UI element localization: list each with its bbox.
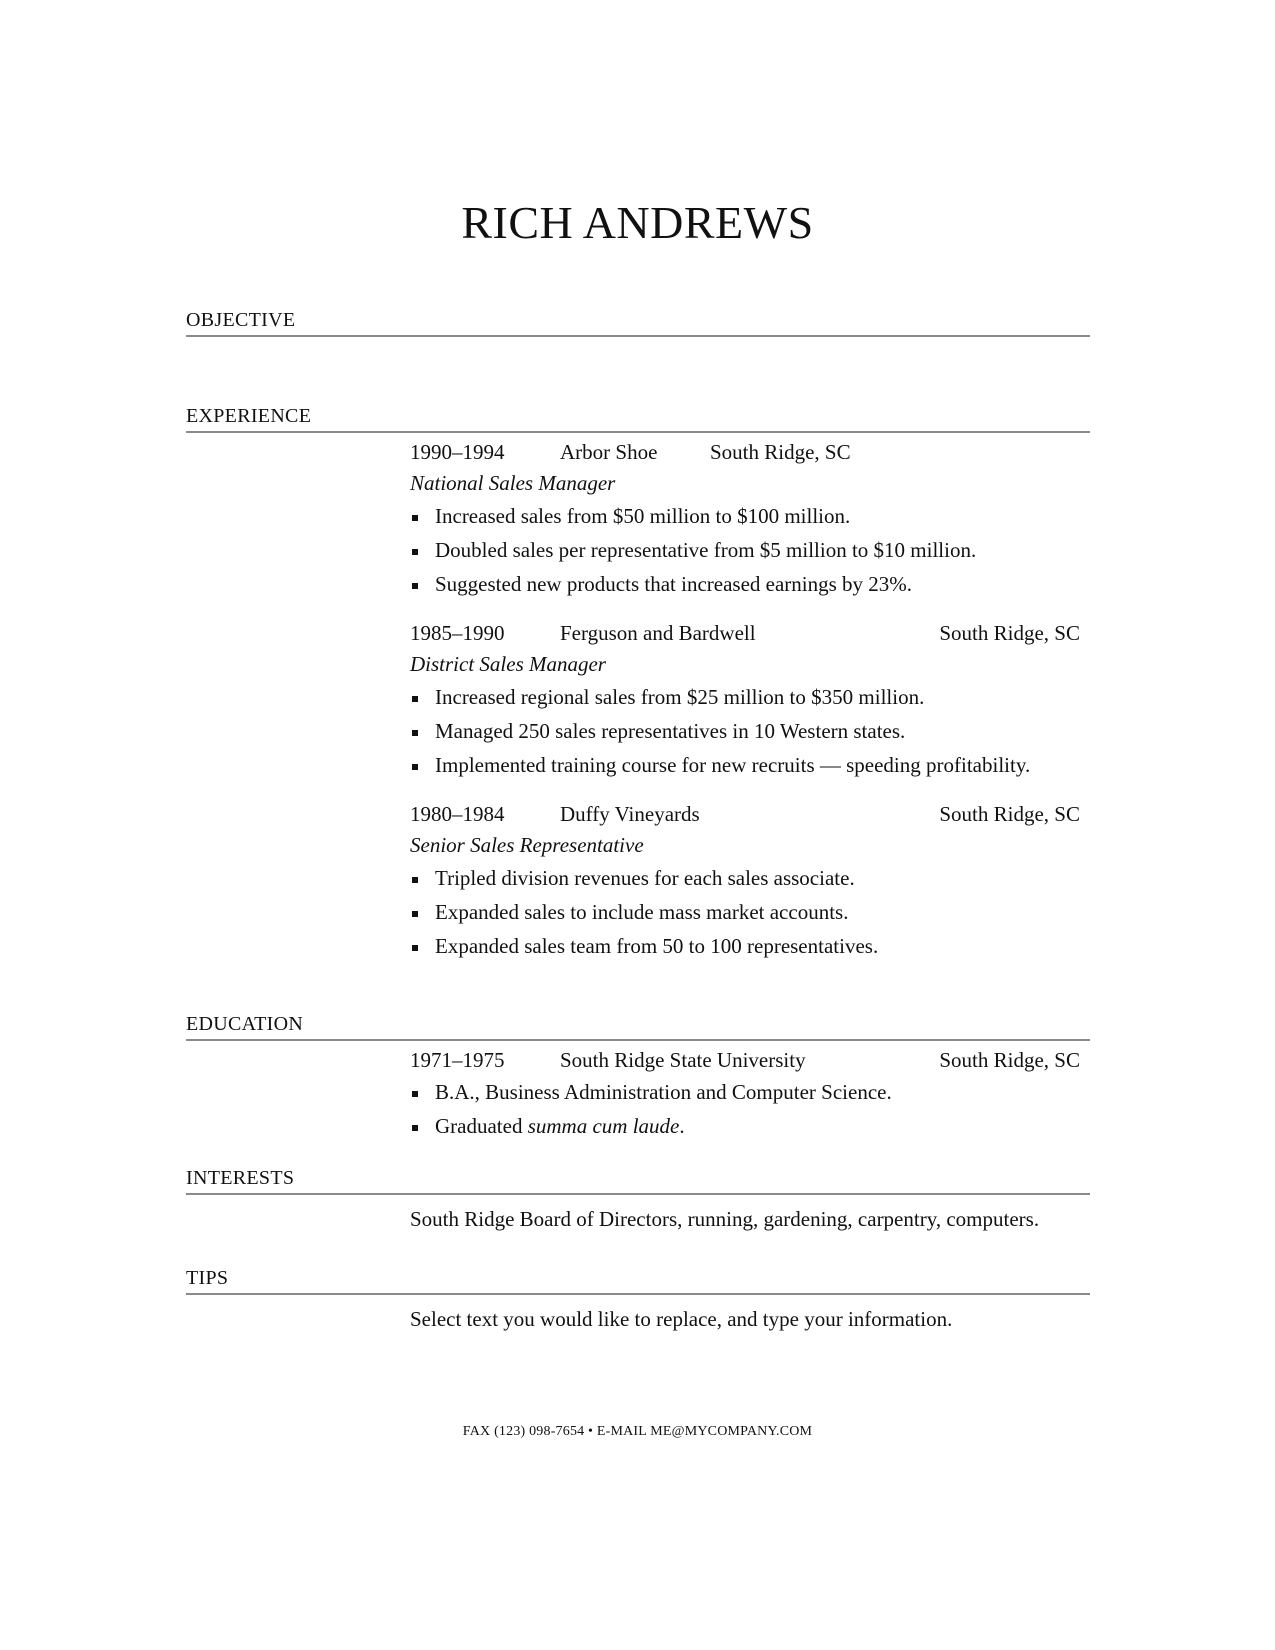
bullet-icon	[412, 911, 418, 917]
education-school: South Ridge State University	[560, 1048, 806, 1072]
list-item: Suggested new products that increased earnings by 23%.	[410, 567, 1090, 601]
objective-heading: OBJECTIVE	[186, 307, 1090, 337]
job-entry	[410, 618, 1090, 782]
list-item: Doubled sales per representative from $5 million to $10 million.	[410, 533, 1090, 567]
bullet-icon	[412, 549, 418, 555]
experience-section	[186, 403, 1090, 433]
job-company: Ferguson and Bardwell	[560, 621, 756, 645]
job-bullets	[410, 499, 1090, 601]
interests-text: South Ridge Board of Directors, running, gardening, carpentry, computers.	[410, 1207, 1040, 1231]
education-dates: 1971–1975	[410, 1048, 505, 1072]
bullet-icon	[412, 945, 418, 951]
job-title: National Sales Manager	[410, 471, 616, 495]
tips-section	[186, 1265, 1090, 1295]
bullet-icon	[412, 1091, 418, 1097]
job-bullets	[410, 680, 1090, 782]
job-header	[410, 799, 1090, 829]
list-item: B.A., Business Administration and Computer Science.	[410, 1075, 1090, 1109]
job-location: South Ridge, SC	[939, 621, 1080, 645]
bullet-icon	[412, 696, 418, 702]
education-heading: EDUCATION	[186, 1011, 1090, 1041]
interests-section	[186, 1165, 1090, 1195]
education-location: South Ridge, SC	[939, 1048, 1080, 1072]
experience-heading: EXPERIENCE	[186, 403, 1090, 433]
list-item: Expanded sales to include mass market accounts.	[410, 895, 1090, 929]
education-entry	[410, 1045, 1090, 1143]
tips-text: Select text you would like to replace, and type your information.	[410, 1307, 953, 1331]
job-dates: 1985–1990	[410, 621, 505, 645]
education-header	[410, 1045, 1090, 1075]
bullet-icon	[412, 877, 418, 883]
resume-name: RICH ANDREWS	[461, 197, 814, 248]
job-header	[410, 437, 1090, 467]
job-entry	[410, 437, 1090, 601]
list-item: Tripled division revenues for each sales associate.	[410, 861, 1090, 895]
job-header	[410, 618, 1090, 648]
bullet-icon	[412, 1125, 418, 1131]
job-entry	[410, 799, 1090, 963]
honors-text: summa cum laude	[527, 1114, 680, 1138]
bullet-icon	[412, 515, 418, 521]
education-section	[186, 1011, 1090, 1041]
list-item: Implemented training course for new recruits — speeding profitability.	[410, 748, 1090, 782]
bullet-icon	[412, 583, 418, 589]
job-bullets	[410, 861, 1090, 963]
job-dates: 1980–1984	[410, 802, 505, 826]
list-item: Graduated summa cum laude.	[410, 1109, 1090, 1143]
objective-section	[186, 307, 1090, 337]
education-bullets	[410, 1075, 1090, 1143]
job-company: Duffy Vineyards	[560, 802, 700, 826]
list-item: Increased sales from $50 million to $100 million.	[410, 499, 1090, 533]
contact-footer: FAX (123) 098-7654 • E-MAIL ME@MYCOMPANY.COM	[462, 1424, 813, 1439]
list-item: Expanded sales team from 50 to 100 representatives.	[410, 929, 1090, 963]
job-title: District Sales Manager	[410, 652, 606, 676]
job-company: Arbor Shoe	[560, 440, 658, 464]
job-dates: 1990–1994	[410, 440, 505, 464]
job-location: South Ridge, SC	[710, 440, 851, 464]
interests-heading: INTERESTS	[186, 1165, 1090, 1195]
job-title: Senior Sales Representative	[410, 833, 644, 857]
tips-heading: TIPS	[186, 1265, 1090, 1295]
list-item: Managed 250 sales representatives in 10 Western states.	[410, 714, 1090, 748]
list-item: Increased regional sales from $25 million to $350 million.	[410, 680, 1090, 714]
bullet-icon	[412, 764, 418, 770]
job-location: South Ridge, SC	[939, 802, 1080, 826]
bullet-icon	[412, 730, 418, 736]
